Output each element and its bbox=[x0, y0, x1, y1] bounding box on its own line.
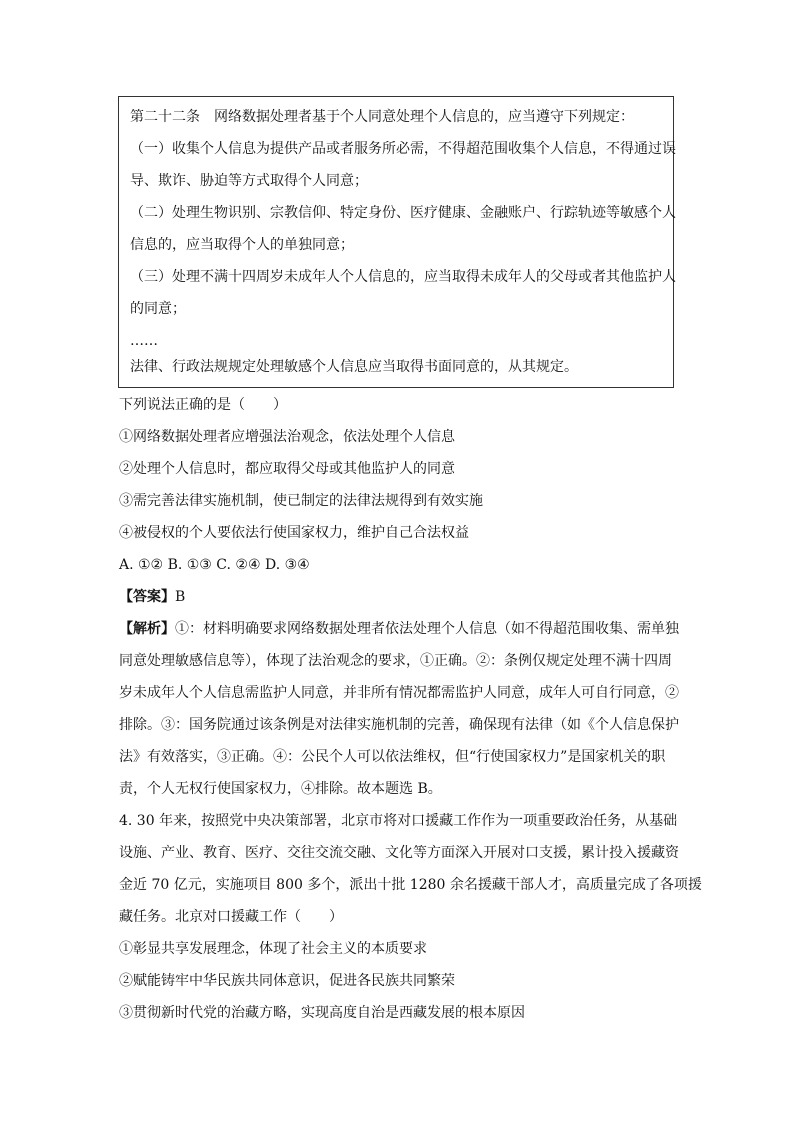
question-option-4: ④被侵权的个人要依法行使国家权力，维护自己合法权益 bbox=[119, 525, 469, 541]
quoted-regulation-box bbox=[118, 96, 674, 388]
question-option-3: ③需完善法律实施机制，使已制定的法律法规得到有效实施 bbox=[119, 493, 483, 509]
analysis-line-1 bbox=[119, 619, 679, 639]
answer-line bbox=[119, 587, 185, 607]
analysis-line-6: 责，个人无权行使国家权力，④排除。故本题选 B。 bbox=[119, 781, 442, 797]
regulation-line-1: 第二十二条 网络数据处理者基于个人同意处理个人信息的，应当遵守下列规定： bbox=[130, 109, 634, 125]
q4-option-2: ②赋能铸牢中华民族共同体意识，促进各民族共同繁荣 bbox=[119, 973, 455, 989]
regulation-line-5: 信息的，应当取得个人的单独同意； bbox=[130, 237, 354, 253]
regulation-line-2: （一）收集个人信息为提供产品或者服务所必需，不得超范围收集个人信息，不得通过误 bbox=[130, 141, 676, 157]
answer-value: B bbox=[175, 589, 186, 605]
q4-line-3: 金近 70 亿元，实施项目 800 多个，派出十批 1280 余名援藏干部人才，高质量完成了各项援 bbox=[119, 877, 702, 893]
analysis-line-3: 岁未成年人个人信息需监护人同意，并非所有情况都需监护人同意，成年人可自行同意，② bbox=[119, 685, 679, 701]
regulation-line-8: …… bbox=[130, 333, 158, 349]
analysis-line-5: 法》有效落实，③正确。④：公民个人可以依法维权，但“行使国家权力”是国家机关的职 bbox=[119, 749, 666, 765]
analysis-line-4: 排除。③：国务院通过该条例是对法律实施机制的完善，确保现有法律（如《个人信息保护 bbox=[119, 717, 679, 733]
regulation-line-7: 的同意； bbox=[130, 301, 186, 317]
q4-option-3: ③贯彻新时代党的治藏方略，实现高度自治是西藏发展的根本原因 bbox=[119, 1005, 525, 1021]
regulation-line-3: 导、欺诈、胁迫等方式取得个人同意； bbox=[130, 173, 368, 189]
analysis-first-text: ①：材料明确要求网络数据处理者依法处理个人信息（如不得超范围收集、需单独 bbox=[175, 621, 679, 637]
q4-option-1: ①彰显共享发展理念，体现了社会主义的本质要求 bbox=[119, 941, 427, 957]
analysis-label: 【解析】 bbox=[119, 621, 175, 637]
regulation-line-9: 法律、行政法规规定处理敏感个人信息应当取得书面同意的，从其规定。 bbox=[130, 359, 578, 375]
q4-line-4: 藏任务。北京对口援藏工作（ ） bbox=[119, 909, 343, 925]
question-choices: A. ①② B. ①③ C. ②④ D. ③④ bbox=[119, 557, 310, 573]
question-option-2: ②处理个人信息时，都应取得父母或其他监护人的同意 bbox=[119, 461, 455, 477]
q4-line-1: 4. 30 年来，按照党中央决策部署，北京市将对口援藏工作作为一项重要政治任务，从基础 bbox=[119, 813, 678, 829]
question-option-1: ①网络数据处理者应增强法治观念，依法处理个人信息 bbox=[119, 429, 455, 445]
q4-line-2: 设施、产业、教育、医疗、交往交流交融、文化等方面深入开展对口支援，累计投入援藏资 bbox=[119, 845, 679, 861]
question-stem: 下列说法正确的是（ ） bbox=[119, 397, 287, 413]
regulation-line-4: （二）处理生物识别、宗教信仰、特定身份、医疗健康、金融账户、行踪轨迹等敏感个人 bbox=[130, 205, 676, 221]
regulation-line-6: （三）处理不满十四周岁未成年人个人信息的，应当取得未成年人的父母或者其他监护人 bbox=[130, 269, 676, 285]
analysis-line-2: 同意处理敏感信息等），体现了法治观念的要求，①正确。②：条例仅规定处理不满十四周 bbox=[119, 653, 672, 669]
answer-label: 【答案】 bbox=[119, 589, 175, 605]
